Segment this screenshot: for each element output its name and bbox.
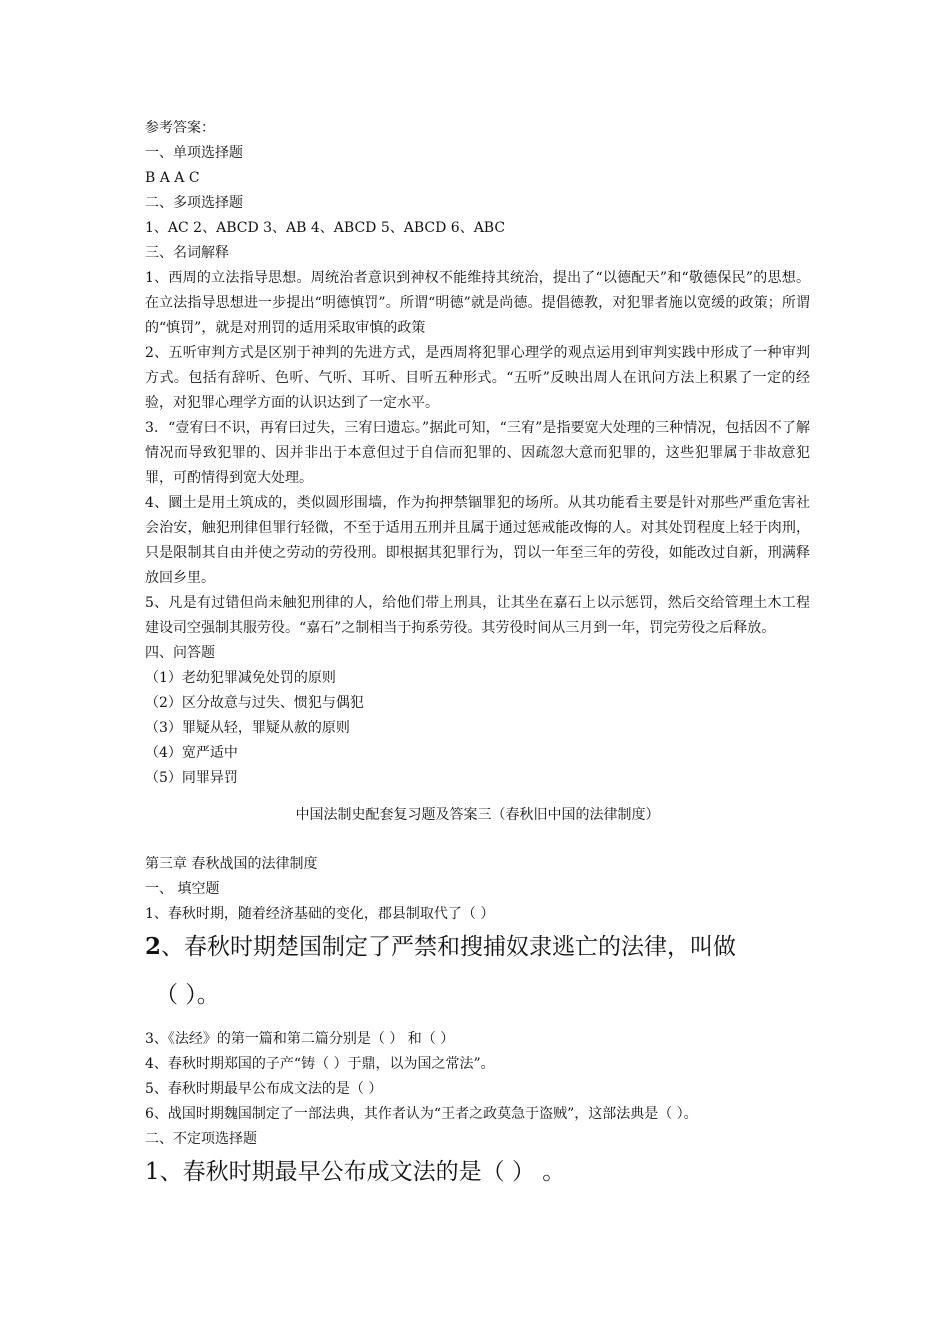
document-title: 中国法制史配套复习题及答案三（春秋旧中国的法律制度） [295,807,660,823]
question-large [145,927,810,967]
qa-item: （3）罪疑从轻，罪疑从赦的原则 [145,720,350,736]
term-paragraph: 3．“壹宥曰不识，再宥曰过失，三宥曰遗忘。”据此可知，“三宥”是指要宽大处理的三种情况，包括因不了解情况而导致犯罪的、因并非出于本意但过于自信而犯罪的、因疏忽大意而犯罪的，这些犯罪属于非故意犯罪，可酌情得到宽大处理。 [145,420,810,486]
section-title: 一、单项选择题 [145,145,243,161]
term-paragraph: 4、圜土是用土筑成的，类似圆形围墙，作为拘押禁锢罪犯的场所。从其功能看主要是针对那些严重危害社会治安，触犯刑律但罪行轻微，不至于适用五刑并且属于通过惩戒能改悔的人。对其处罚程度上轻于肉刑，只是限制其自由并使之劳动的劳役刑。即根据其犯罪行为，罚以一年至三年的劳役，如能改过自新，刑满释放回乡里。 [145,495,810,586]
question: 3、《法经》的第一篇和第二篇分别是（ ） 和（ ） [145,1031,455,1047]
section-title: 二、多项选择题 [145,195,243,211]
qa-item: （4）宽严适中 [145,745,238,761]
question: 4、春秋时期郑国的子产“铸（ ）于鼎，以为国之常法”。 [145,1056,495,1072]
qa-item: （2）区分故意与过失、惯犯与偶犯 [145,695,364,711]
section-title: 三、名词解释 [145,245,229,261]
answer-line: 1、AC 2、ABCD 3、AB 4、ABCD 5、ABCD 6、ABC [145,220,506,236]
qa-item: （5）同罪异罚 [145,770,238,786]
chapter-heading: 第三章 春秋战国的法律制度 [145,856,318,872]
qa-item: （1）老幼犯罪减免处罚的原则 [145,670,336,686]
term-paragraph: 2、五听审判方式是区别于神判的先进方式，是西周将犯罪心理学的观点运用到审判实践中形成了一种审判方式。包括有辞听、色听、气听、耳听、目听五种形式。“五听”反映出周人在讯问方法上积累了一定的经验，对犯罪心理学方面的认识达到了一定水平。 [145,345,810,411]
question-large-continued: （ ）。 [155,982,220,1008]
question: 5、春秋时期最早公布成文法的是（ ） [145,1081,383,1097]
question-large: 1、春秋时期最早公布成文法的是（ ） 。 [145,1159,566,1185]
section-title: 四、问答题 [145,645,215,661]
question-number: 2 [145,933,162,960]
section-title: 一、 填空题 [145,881,220,897]
answers-heading: 参考答案： [145,120,215,136]
term-paragraph: 5、凡是有过错但尚未触犯刑律的人，给他们带上刑具，让其坐在嘉石上以示惩罚，然后交给管理土木工程建设司空强制其服劳役。“嘉石”之制相当于拘系劳役。其劳役时间从三月到一年，罚完劳役之后释放。 [145,595,810,636]
answer-line: B A A C [145,170,200,186]
term-paragraph: 1、西周的立法指导思想。周统治者意识到神权不能维持其统治，提出了“以德配天”和“敬德保民”的思想。在立法指导思想进一步提出“明德慎罚”。所谓“明德”就是尚德。提倡德教，对犯罪者施以宽缓的政策；所谓的“慎罚”，就是对刑罚的适用采取审慎的政策 [145,270,810,336]
question-text: 、春秋时期楚国制定了严禁和搜捕奴隶逃亡的法律，叫做 [161,934,737,960]
question: 1、春秋时期，随着经济基础的变化，郡县制取代了（ ） [145,906,495,922]
section-title: 二、不定项选择题 [145,1131,257,1147]
question: 6、战国时期魏国制定了一部法典，其作者认为“王者之政莫急于盗贼”，这部法典是（ ）。 [145,1106,698,1122]
document-body [145,116,810,1192]
